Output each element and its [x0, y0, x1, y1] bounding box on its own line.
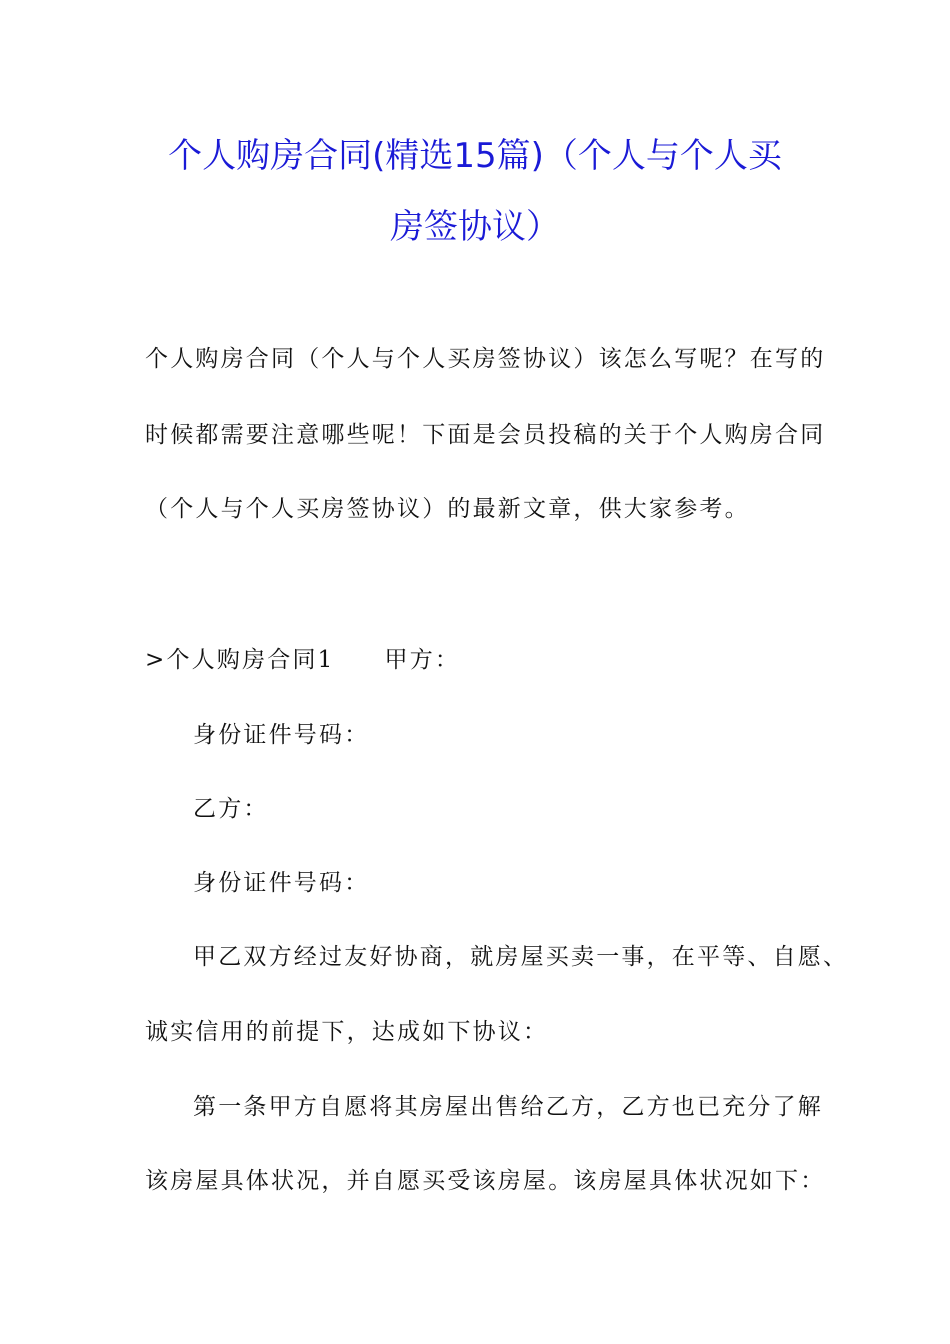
intro-line-3: （个人与个人买房签协议）的最新文章，供大家参考。 — [145, 496, 750, 522]
party-a-id-label: 身份证件号码： — [193, 722, 370, 748]
contract-heading: >个人购房合同1 — [145, 647, 335, 673]
article-1-line-1: 第一条甲方自愿将其房屋出售给乙方，乙方也已充分了解 — [193, 1094, 823, 1120]
document-title-line-1: 个人购房合同(精选15篇)（个人与个人买 — [168, 136, 782, 176]
party-a-label: 甲方： — [384, 647, 461, 673]
agreement-line-1: 甲乙双方经过友好协商，就房屋买卖一事，在平等、自愿、 — [193, 944, 849, 970]
article-1-line-2: 该房屋具体状况，并自愿买受该房屋。该房屋具体状况如下： — [145, 1168, 826, 1194]
document-title-line-2: 房签协议） — [390, 207, 560, 247]
agreement-line-2: 诚实信用的前提下，达成如下协议： — [145, 1019, 549, 1045]
party-b-id-label: 身份证件号码： — [193, 870, 370, 896]
party-b-label: 乙方： — [193, 796, 269, 822]
intro-line-2: 时候都需要注意哪些呢！下面是会员投稿的关于个人购房合同 — [145, 422, 826, 448]
intro-line-1: 个人购房合同（个人与个人买房签协议）该怎么写呢？在写的 — [145, 346, 826, 372]
contract-heading-row — [145, 645, 460, 675]
